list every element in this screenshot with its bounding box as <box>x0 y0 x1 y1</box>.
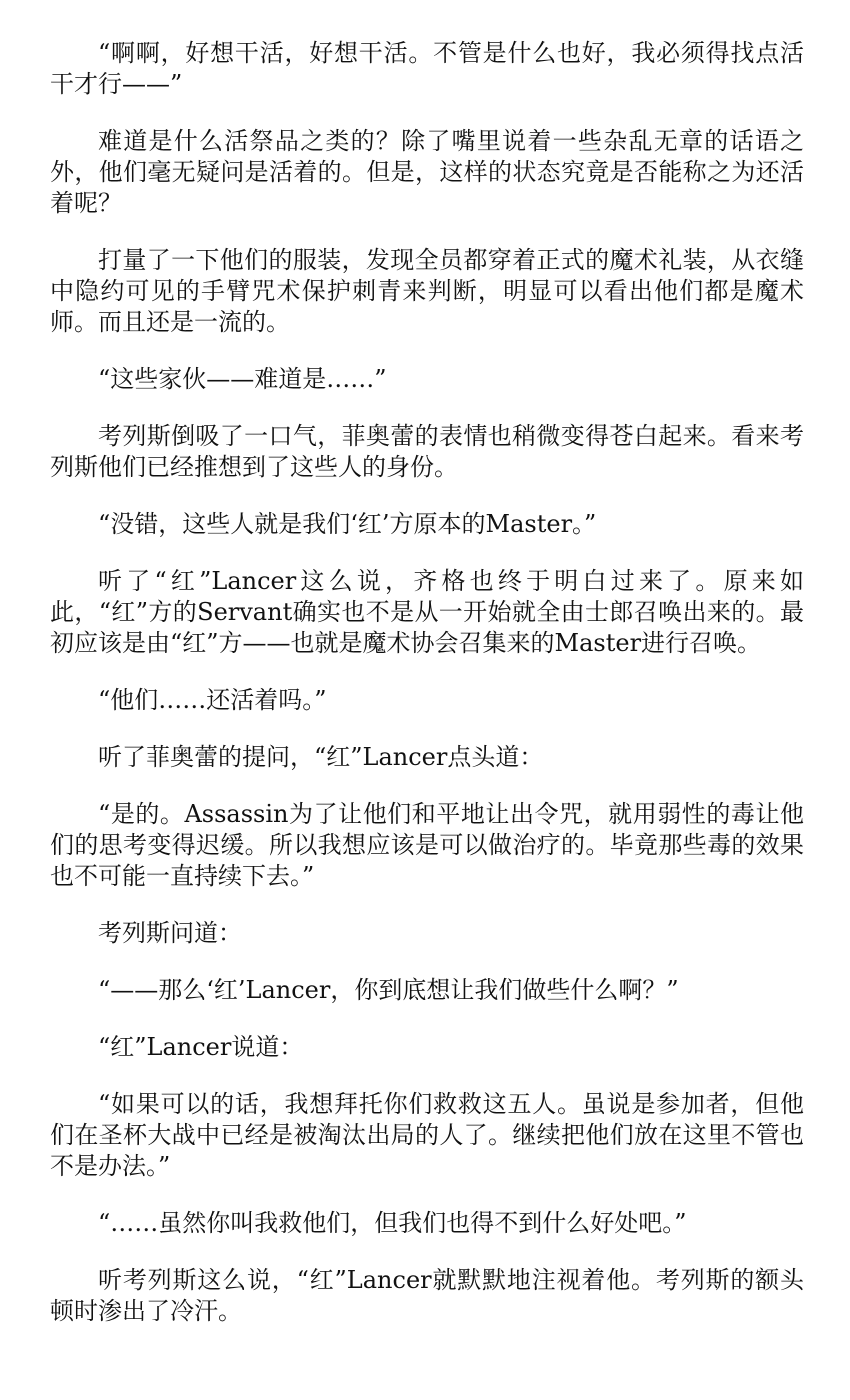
paragraph-16: 听考列斯这么说，“红”Lancer就默默地注视着他。考列斯的额头顿时渗出了冷汗。 <box>50 1266 804 1325</box>
paragraph-11: 考列斯问道： <box>98 919 242 947</box>
paragraph-15: “……虽然你叫我救他们，但我们也得不到什么好处吧。” <box>98 1209 687 1237</box>
paragraph-8: “他们……还活着吗。” <box>98 686 327 714</box>
paragraph-12: “——那么‘红’Lancer，你到底想让我们做些什么啊？” <box>98 976 679 1004</box>
paragraph-14: “如果可以的话，我想拜托你们救救这五人。虽说是参加者，但他们在圣杯大战中已经是被淘汰出局的人了。继续把他们放在这里不管也不是办法。” <box>50 1090 804 1180</box>
paragraph-6: “没错，这些人就是我们‘红’方原本的Master。” <box>98 510 597 538</box>
paragraph-5: 考列斯倒吸了一口气，菲奥蕾的表情也稍微变得苍白起来。看来考列斯他们已经推想到了这些人的身份。 <box>50 422 804 481</box>
paragraph-4: “这些家伙——难道是……” <box>98 365 387 393</box>
paragraph-10: “是的。Assassin为了让他们和平地让出令咒，就用弱性的毒让他们的思考变得迟缓。所以我想应该是可以做治疗的。毕竟那些毒的效果也不可能一直持续下去。” <box>50 800 804 890</box>
paragraph-9: 听了菲奥蕾的提问，“红”Lancer点头道： <box>98 743 544 771</box>
paragraph-3: 打量了一下他们的服装，发现全员都穿着正式的魔术礼装，从衣缝中隐约可见的手臂咒术保护刺青来判断，明显可以看出他们都是魔术师。而且还是一流的。 <box>50 246 804 336</box>
paragraph-7: 听了“红”Lancer这么说，齐格也终于明白过来了。原来如此，“红”方的Servant确实也不是从一开始就全由士郎召唤出来的。最初应该是由“红”方——也就是魔术协会召集来的Master进行召唤。 <box>50 567 804 657</box>
paragraph-13: “红”Lancer说道： <box>98 1033 304 1061</box>
paragraph-1: “啊啊，好想干活，好想干活。不管是什么也好，我必须得找点活干才行——” <box>50 39 804 98</box>
paragraph-2: 难道是什么活祭品之类的？除了嘴里说着一些杂乱无章的话语之外，他们毫无疑问是活着的。但是，这样的状态究竟是否能称之为还活着呢？ <box>50 127 804 217</box>
